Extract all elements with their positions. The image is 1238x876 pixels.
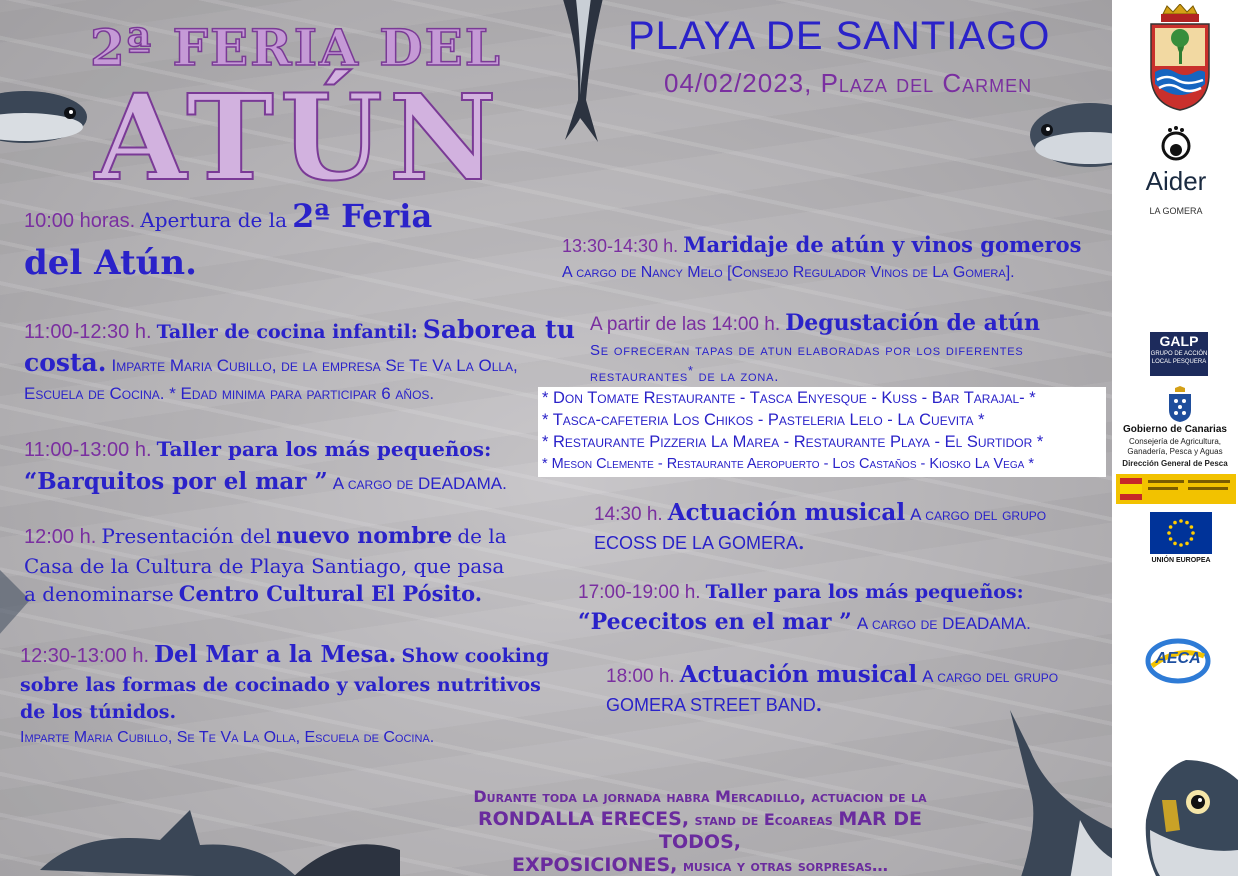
event-title-highlight: nuevo nombre	[276, 523, 453, 549]
event-time: 17:00-19:00 h.	[578, 582, 701, 603]
galp-logo	[1150, 332, 1208, 376]
event-show-cooking	[20, 640, 580, 750]
event-note-text: restaurantes	[590, 368, 689, 385]
gobierno-line: Ganadería, Pesca y Aguas	[1127, 447, 1223, 456]
atun-heading: ATÚN	[95, 68, 503, 207]
spain-flag-icon	[1120, 478, 1142, 500]
event-line2: sobre las formas de cocinado y valores nutritivos	[20, 674, 541, 696]
event-note: A cargo de DEADAMA.	[856, 614, 1031, 633]
tuna-fish-bottom-left-icon	[40, 770, 400, 876]
galp-title: GALP	[1159, 333, 1199, 349]
event-band: ECOSS DE LA GOMERA	[594, 533, 799, 553]
canarias-shield-icon	[1167, 386, 1193, 422]
event-title-line2: costa.	[24, 348, 107, 377]
event-end-dot: .	[815, 695, 822, 716]
footer-highlight: MAR DE TODOS,	[659, 808, 923, 853]
event-opening	[24, 196, 544, 284]
event-note: A cargo de Nancy Melo [Consejo Regulador Vinos de La Gomera].	[562, 264, 1015, 281]
event-time: 14:30 h.	[594, 504, 663, 525]
date-place: 04/02/2023, Plaza del Carmen	[664, 68, 1033, 98]
restaurant-line: * Restaurante Pizzeria La Marea - Restaurante Playa - El Surtidor *	[542, 433, 1044, 451]
event-title: Maridaje de atún y vinos gomeros	[683, 232, 1082, 257]
galp-subtitle: GRUPO DE ACCIÓN	[1150, 351, 1208, 357]
event-note: Imparte Maria Cubillo, de la empresa Se Te Va La Olla,	[111, 356, 518, 375]
event-title: Actuación musical	[679, 661, 918, 688]
coat-of-arms-icon	[1145, 4, 1215, 114]
spain-ministry-logo	[1116, 474, 1236, 504]
event-title: Degustación de atún	[785, 310, 1041, 336]
aider-logo-icon	[1158, 126, 1194, 166]
event-time: A partir de las 14:00 h.	[590, 314, 781, 335]
footer-note	[440, 786, 960, 876]
event-title: Taller para los más pequeños:	[156, 437, 492, 461]
event-note-line2	[590, 361, 1110, 387]
event-time: 18:00 h.	[606, 666, 675, 687]
event-music-ecoss	[594, 498, 1110, 557]
event-title-end: Show cooking	[401, 645, 550, 667]
event-band: GOMERA STREET BAND	[606, 695, 816, 715]
restaurant-line: * Meson Clemente - Restaurante Aeropuerto - Los Castaños - Kiosko La Vega *	[542, 456, 1034, 472]
event-music-street-band	[606, 660, 1110, 719]
event-title-highlight: 2ª Feria	[292, 197, 433, 235]
restaurant-list	[538, 387, 1106, 477]
event-note: A cargo de DEADAMA.	[332, 474, 507, 493]
event-title: Actuación musical	[667, 499, 906, 526]
event-wine-pairing	[562, 230, 1110, 284]
event-line3-highlight: Centro Cultural El Pósito.	[178, 581, 483, 606]
event-title: Apertura de la	[140, 208, 288, 232]
tuna-fish-top-center-icon	[520, 0, 640, 160]
footer-line1: Durante toda la jornada habra Mercadillo, actuacion de la	[473, 787, 927, 806]
event-kids-fish	[578, 578, 1110, 639]
aeca-name: AECA	[1155, 650, 1201, 667]
event-note-text-end: de la zona.	[698, 368, 780, 385]
footer-highlight: RONDALLA ERECES,	[477, 808, 690, 830]
event-time: 11:00-13:00 h.	[24, 439, 152, 461]
footer-line3	[440, 854, 960, 876]
event-title: Taller para los más pequeños:	[705, 581, 1024, 603]
tuna-fish-bottom-right-icon	[990, 710, 1112, 876]
sponsor-sidebar	[1112, 0, 1238, 876]
event-line3: de los túnidos.	[20, 701, 177, 723]
event-title-end: de la	[457, 524, 507, 548]
event-title: Taller de cocina infantil:	[156, 321, 418, 343]
event-time: 13:30-14:30 h.	[562, 236, 679, 256]
event-note: Imparte Maria Cubillo, Se Te Va La Olla, Escuela de Cocina.	[20, 729, 435, 746]
gobierno-title: Gobierno de Canarias	[1123, 424, 1227, 435]
footer-highlight: EXPOSICIONES,	[511, 854, 678, 876]
event-note-line2: Escuela de Cocina. * Edad minima para participar 6 años.	[24, 384, 435, 403]
event-subtitle: “Barquitos por el mar ”	[24, 468, 328, 495]
footer-text: stand de Ecoareas	[694, 810, 833, 829]
event-note: A cargo del grupo	[910, 505, 1047, 524]
footer-line2	[440, 808, 960, 854]
event-title-line2: del Atún.	[24, 243, 197, 283]
event-title-highlight: Saborea tu	[422, 315, 575, 344]
event-cooking-workshop	[24, 314, 575, 408]
event-presentation	[24, 522, 584, 610]
eu-label: UNIÓN EUROPEA	[1151, 557, 1211, 564]
restaurant-line: * Tasca-cafeteria Los Chikos - Pasteleria Lelo - La Cuevita *	[542, 411, 985, 429]
eu-stars-icon	[1150, 512, 1212, 554]
gobierno-line: Dirección General de Pesca	[1122, 459, 1228, 468]
aider-subtitle: LA GOMERA	[1149, 206, 1203, 216]
event-end-dot: .	[798, 533, 805, 554]
event-title: Presentación del	[101, 524, 272, 548]
asterisk: *	[688, 364, 694, 378]
galp-subtitle: LOCAL PESQUERA	[1151, 359, 1207, 365]
event-subtitle: “Pececitos en el mar ”	[578, 609, 852, 635]
event-kids-boats	[24, 434, 544, 500]
place-title: PLAYA DE SANTIAGO	[628, 14, 1051, 58]
event-title: Del Mar a la Mesa.	[154, 641, 397, 668]
event-line2: Casa de la Cultura de Playa Santiago, que pasa	[24, 554, 505, 578]
tuna-fish-top-left-icon	[0, 75, 90, 165]
event-tasting	[590, 308, 1110, 387]
event-line3: a denominarse	[24, 582, 174, 606]
gobierno-line: Consejería de Agricultura,	[1128, 437, 1222, 446]
tuna-fish-sidebar-icon	[1116, 760, 1238, 876]
event-time: 12:30-13:00 h.	[20, 645, 149, 667]
event-note: Se ofreceran tapas de atun elaboradas por los diferentes	[590, 342, 1024, 359]
feria-heading: 2ª FERIA DEL	[90, 18, 502, 77]
event-time: 12:00 h.	[24, 526, 97, 548]
event-note: A cargo del grupo	[922, 667, 1059, 686]
event-time: 10:00 horas.	[24, 210, 136, 232]
footer-text: musica y otras sorpresas…	[682, 856, 889, 875]
aider-name: Aider	[1145, 166, 1207, 196]
event-time: 11:00-12:30 h.	[24, 321, 152, 343]
restaurant-line: * Don Tomate Restaurante - Tasca Enyesque - Kuss - Bar Tarajal- *	[542, 389, 1036, 407]
